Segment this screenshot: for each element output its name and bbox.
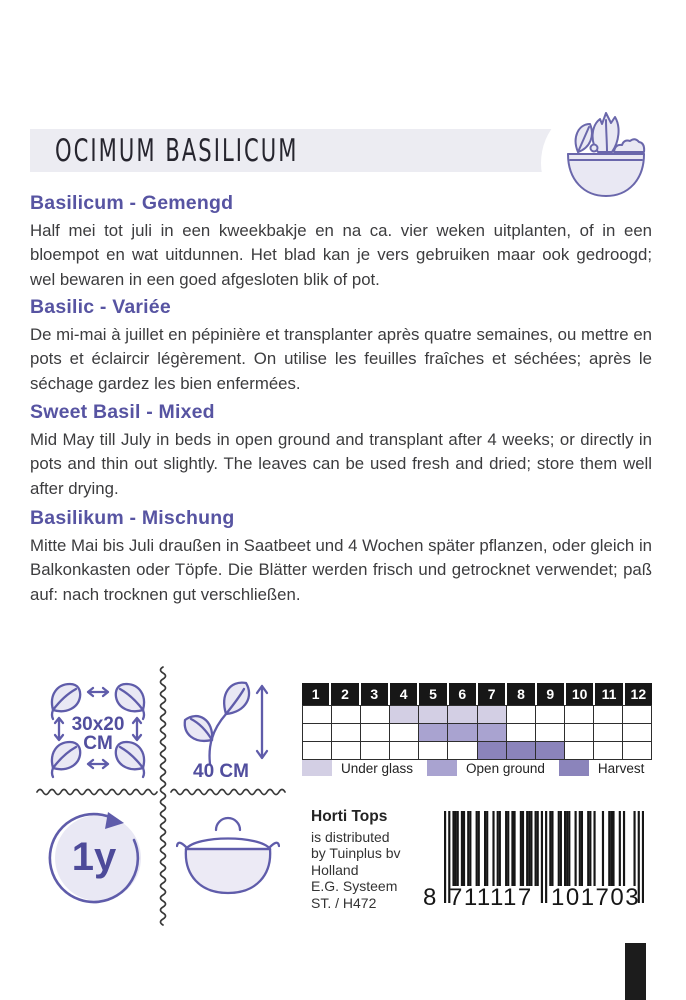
calendar-legend: [302, 760, 662, 776]
distributor-brand: Horti Tops: [311, 808, 388, 825]
calendar-month-header: 3: [361, 683, 388, 705]
calendar-cell: [507, 724, 535, 741]
legend-swatch: [302, 760, 332, 776]
calendar-month-row: [302, 683, 652, 705]
distributor-line: is distributed: [311, 829, 390, 845]
calendar-cell: [361, 724, 389, 741]
calendar-cell: [623, 724, 651, 741]
legend-swatch: [559, 760, 589, 776]
section-heading: Basilikum - Mischung: [30, 507, 235, 529]
page-title: OCIMUM BASILICUM: [55, 133, 299, 169]
barcode-digits-right: 101703: [551, 884, 641, 911]
distributor-line: E.G. Systeem: [311, 878, 398, 895]
calendar-cell: [390, 742, 418, 759]
calendar-cell: [565, 742, 593, 759]
calendar-cell: [478, 706, 506, 723]
calendar-cell: [594, 724, 622, 741]
calendar-cell: [623, 742, 651, 759]
calendar-cell: [565, 724, 593, 741]
section-body: De mi-mai à juillet en pépinière et transplanter après quatre semaines, ou mettre en pots et éclaircir légèrement. On utilise les feuilles fraîches et séchées; après le séchage gardez les bien enfermées.: [30, 325, 652, 393]
spacing-unit: CM: [83, 733, 113, 754]
calendar-cell: [536, 742, 564, 759]
distributor-line: ST. / H472: [311, 894, 377, 911]
cooking-pot-icon: [176, 813, 280, 903]
section-body: Mitte Mai bis Juli draußen in Saatbeet und 4 Wochen später pflanzen, oder gleich in Balkonkasten oder Töpfe. Die Blätter werden frisch und getrocknet verwendet; paß auf: nach trocknen gut verschließen.: [30, 536, 652, 604]
section-body: Half mei tot juli in een kweekbakje en na ca. vier weken uitplanten, of in een bloempot en wat uitdunnen. Het blad kan je vers gebruiken maar ook gedroogd; wel bewaren in een goed afgesloten blik of pot.: [30, 221, 652, 289]
section-heading: Basilicum - Gemengd: [30, 192, 234, 214]
section-body: Mid May till July in beds in open ground and transplant after 4 weeks; or directly in pots and thin out slightly. The leaves can be used fresh and dried; store them well after drying.: [30, 430, 652, 498]
legend-label: Harvest: [597, 760, 645, 776]
divider-horizontal-wavy-left: [36, 787, 160, 797]
calendar-cell: [448, 724, 476, 741]
legend-item: [302, 760, 413, 776]
calendar-month-header: 10: [566, 683, 593, 705]
section-dutch: [30, 192, 652, 292]
calendar-cell: [623, 706, 651, 723]
legend-swatch: [427, 760, 457, 776]
divider-horizontal-wavy-right: [170, 787, 290, 797]
barcode-digit-lead: 8: [423, 884, 438, 911]
calendar-cell: [303, 706, 331, 723]
calendar-month-header: 11: [595, 683, 622, 705]
legend-item: [427, 760, 545, 776]
calendar-month-header: 6: [449, 683, 476, 705]
calendar-cell: [361, 706, 389, 723]
section-heading: Sweet Basil - Mixed: [30, 401, 215, 423]
calendar-cell: [507, 706, 535, 723]
calendar-month-header: 5: [419, 683, 446, 705]
calendar-grid: [302, 705, 652, 760]
calendar-cell: [332, 742, 360, 759]
calendar-cell: [594, 742, 622, 759]
calendar-cell: [507, 742, 535, 759]
calendar-month-header: 9: [537, 683, 564, 705]
legend-label: Under glass: [341, 760, 414, 776]
calendar-cell: [332, 706, 360, 723]
calendar-cell: [303, 724, 331, 741]
calendar-cell: [478, 742, 506, 759]
calendar-month-header: 1: [302, 683, 329, 705]
section-english: [30, 401, 652, 501]
calendar-cell: [332, 724, 360, 741]
section-heading: Basilic - Variée: [30, 296, 171, 318]
distributor-line: Holland: [311, 861, 359, 878]
calendar-cell: [594, 706, 622, 723]
calendar-cell: [536, 724, 564, 741]
section-french: [30, 296, 652, 396]
calendar-month-header: 7: [478, 683, 505, 705]
calendar-month-header: 2: [331, 683, 358, 705]
calendar-cell: [361, 742, 389, 759]
calendar-cell: [565, 706, 593, 723]
divider-vertical-wavy: [158, 666, 168, 928]
legend-label: Open ground: [466, 760, 545, 776]
distributor-line: by Tuinplus bv: [311, 845, 401, 862]
legend-item: [559, 760, 645, 776]
height-value: 40 CM: [193, 761, 249, 782]
calendar-cell: [536, 706, 564, 723]
barcode-digits-left: 711117: [449, 884, 533, 911]
calendar-month-header: 4: [390, 683, 417, 705]
annual-cycle-value: 1y: [71, 834, 117, 879]
calendar-month-header: 8: [507, 683, 534, 705]
calendar-cell: [419, 724, 447, 741]
plant-height-icon: [182, 680, 272, 768]
calendar-cell: [448, 742, 476, 759]
calendar-cell: [303, 742, 331, 759]
calendar-month-header: 12: [625, 683, 652, 705]
calendar-cell: [419, 742, 447, 759]
calendar-cell: [390, 724, 418, 741]
section-german: [30, 507, 652, 607]
calendar-cell: [448, 706, 476, 723]
calendar-cell: [390, 706, 418, 723]
calendar-cell: [478, 724, 506, 741]
print-registration-mark: [625, 943, 646, 1000]
spacing-value: 30x20: [71, 714, 125, 735]
calendar-cell: [419, 706, 447, 723]
